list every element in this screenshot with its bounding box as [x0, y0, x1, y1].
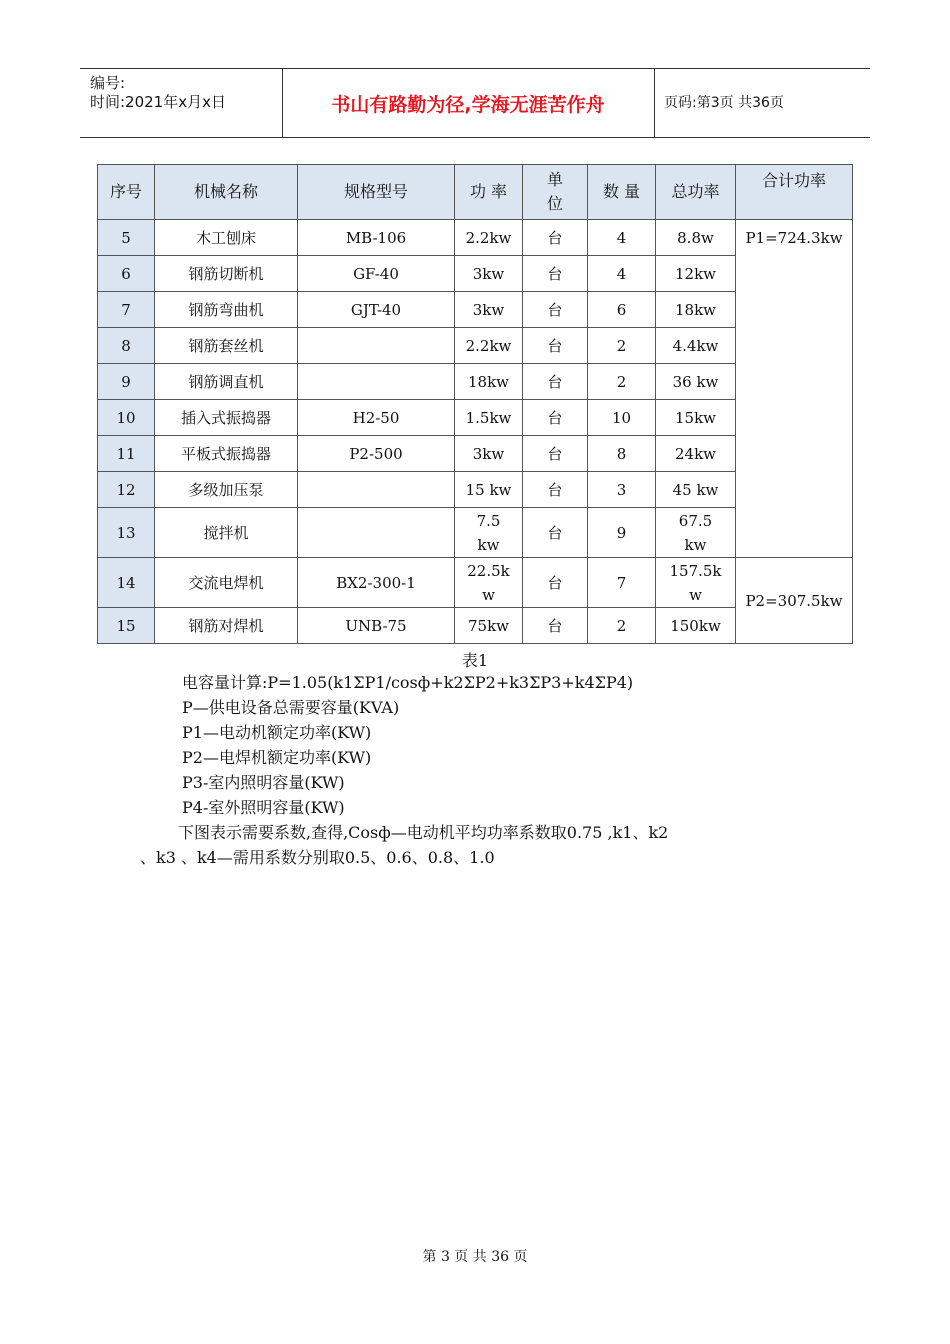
coefficient-line-cont: 、k3 、k4—需用系数分别取0.5、0.6、0.8、1.0	[140, 848, 495, 867]
cell-unit: 台	[523, 472, 588, 508]
cell-qty: 7	[588, 558, 656, 608]
cell-name: 钢筋切断机	[155, 256, 298, 292]
definition-line: P2—电焊机额定功率(KW)	[182, 748, 372, 767]
page-footer: 第 3 页 共 36 页	[422, 1249, 528, 1265]
cell-sum-p1: P1=724.3kw	[736, 220, 853, 558]
cell-no: 11	[98, 436, 155, 472]
cell-power: 7.5 kw	[455, 508, 523, 558]
formula-line: 电容量计算:P=1.05(k1ΣP1/cosф+k2ΣP2+k3ΣP3+k4ΣP4)	[182, 673, 634, 692]
cell-qty: 2	[588, 608, 656, 644]
header-motto: 书山有路勤为径,学海无涯苦作舟	[282, 69, 655, 137]
cell-unit: 台	[523, 364, 588, 400]
table-row	[98, 220, 853, 256]
cell-name: 搅拌机	[155, 508, 298, 558]
col-header-no: 序号	[98, 165, 155, 220]
cell-name: 钢筋套丝机	[155, 328, 298, 364]
cell-unit: 台	[523, 292, 588, 328]
cell-qty: 2	[588, 328, 656, 364]
calculation-text	[140, 670, 860, 870]
cell-name: 插入式振捣器	[155, 400, 298, 436]
header-meta	[80, 69, 283, 137]
cell-name: 钢筋调直机	[155, 364, 298, 400]
cell-no: 12	[98, 472, 155, 508]
cell-qty: 6	[588, 292, 656, 328]
cell-power: 2.2kw	[455, 220, 523, 256]
cell-total: 24kw	[656, 436, 736, 472]
cell-total: 15kw	[656, 400, 736, 436]
cell-total: 157.5k w	[656, 558, 736, 608]
cell-total: 8.8w	[656, 220, 736, 256]
cell-model: GJT-40	[298, 292, 455, 328]
cell-model: UNB-75	[298, 608, 455, 644]
cell-no: 14	[98, 558, 155, 608]
cell-name: 钢筋弯曲机	[155, 292, 298, 328]
cell-unit: 台	[523, 256, 588, 292]
date-label: 时间:2021年x月x日	[90, 93, 226, 111]
cell-total: 36 kw	[656, 364, 736, 400]
col-header-unit: 单 位	[523, 165, 588, 220]
cell-model	[298, 364, 455, 400]
cell-qty: 8	[588, 436, 656, 472]
cell-power: 18kw	[455, 364, 523, 400]
cell-name: 钢筋对焊机	[155, 608, 298, 644]
cell-sum-p2: P2=307.5kw	[736, 558, 853, 644]
col-header-power: 功 率	[455, 165, 523, 220]
cell-no: 10	[98, 400, 155, 436]
cell-power: 75kw	[455, 608, 523, 644]
cell-qty: 10	[588, 400, 656, 436]
cell-qty: 4	[588, 256, 656, 292]
cell-unit: 台	[523, 558, 588, 608]
col-header-qty: 数 量	[588, 165, 656, 220]
cell-model	[298, 328, 455, 364]
col-header-name: 机械名称	[155, 165, 298, 220]
cell-total: 150kw	[656, 608, 736, 644]
equipment-table	[97, 164, 853, 644]
cell-name: 交流电焊机	[155, 558, 298, 608]
cell-no: 15	[98, 608, 155, 644]
cell-total: 45 kw	[656, 472, 736, 508]
cell-model	[298, 472, 455, 508]
page-header	[80, 68, 870, 138]
cell-name: 木工刨床	[155, 220, 298, 256]
table-header-row	[98, 165, 853, 220]
cell-power: 3kw	[455, 256, 523, 292]
cell-power: 2.2kw	[455, 328, 523, 364]
cell-unit: 台	[523, 508, 588, 558]
cell-no: 5	[98, 220, 155, 256]
cell-no: 8	[98, 328, 155, 364]
cell-power: 3kw	[455, 436, 523, 472]
cell-model: MB-106	[298, 220, 455, 256]
cell-qty: 9	[588, 508, 656, 558]
cell-unit: 台	[523, 436, 588, 472]
col-header-model: 规格型号	[298, 165, 455, 220]
cell-unit: 台	[523, 400, 588, 436]
cell-no: 6	[98, 256, 155, 292]
table-caption: 表1	[461, 651, 489, 670]
cell-qty: 3	[588, 472, 656, 508]
cell-power: 3kw	[455, 292, 523, 328]
cell-qty: 4	[588, 220, 656, 256]
cell-power: 22.5k w	[455, 558, 523, 608]
cell-unit: 台	[523, 220, 588, 256]
cell-qty: 2	[588, 364, 656, 400]
cell-model: P2-500	[298, 436, 455, 472]
col-header-sum: 合计功率	[736, 165, 853, 220]
cell-total: 67.5 kw	[656, 508, 736, 558]
cell-total: 4.4kw	[656, 328, 736, 364]
cell-unit: 台	[523, 608, 588, 644]
col-header-total: 总功率	[656, 165, 736, 220]
cell-name: 多级加压泵	[155, 472, 298, 508]
cell-model: GF-40	[298, 256, 455, 292]
header-page-info: 页码:第3页 共36页	[664, 95, 784, 111]
cell-unit: 台	[523, 328, 588, 364]
cell-model	[298, 508, 455, 558]
cell-total: 18kw	[656, 292, 736, 328]
cell-no: 13	[98, 508, 155, 558]
cell-power: 1.5kw	[455, 400, 523, 436]
table-row	[98, 558, 853, 608]
cell-no: 7	[98, 292, 155, 328]
code-label: 编号:	[90, 74, 126, 92]
definition-line: P4-室外照明容量(KW)	[182, 798, 345, 817]
definition-line: P3-室内照明容量(KW)	[182, 773, 345, 792]
cell-model: H2-50	[298, 400, 455, 436]
coefficient-line: 下图表示需要系数,查得,Cosф—电动机平均功率系数取0.75 ,k1、k2	[178, 823, 669, 842]
cell-total: 12kw	[656, 256, 736, 292]
cell-name: 平板式振捣器	[155, 436, 298, 472]
cell-power: 15 kw	[455, 472, 523, 508]
definition-line: P—供电设备总需要容量(KVA)	[182, 698, 400, 717]
cell-no: 9	[98, 364, 155, 400]
cell-model: BX2-300-1	[298, 558, 455, 608]
definition-line: P1—电动机额定功率(KW)	[182, 723, 372, 742]
